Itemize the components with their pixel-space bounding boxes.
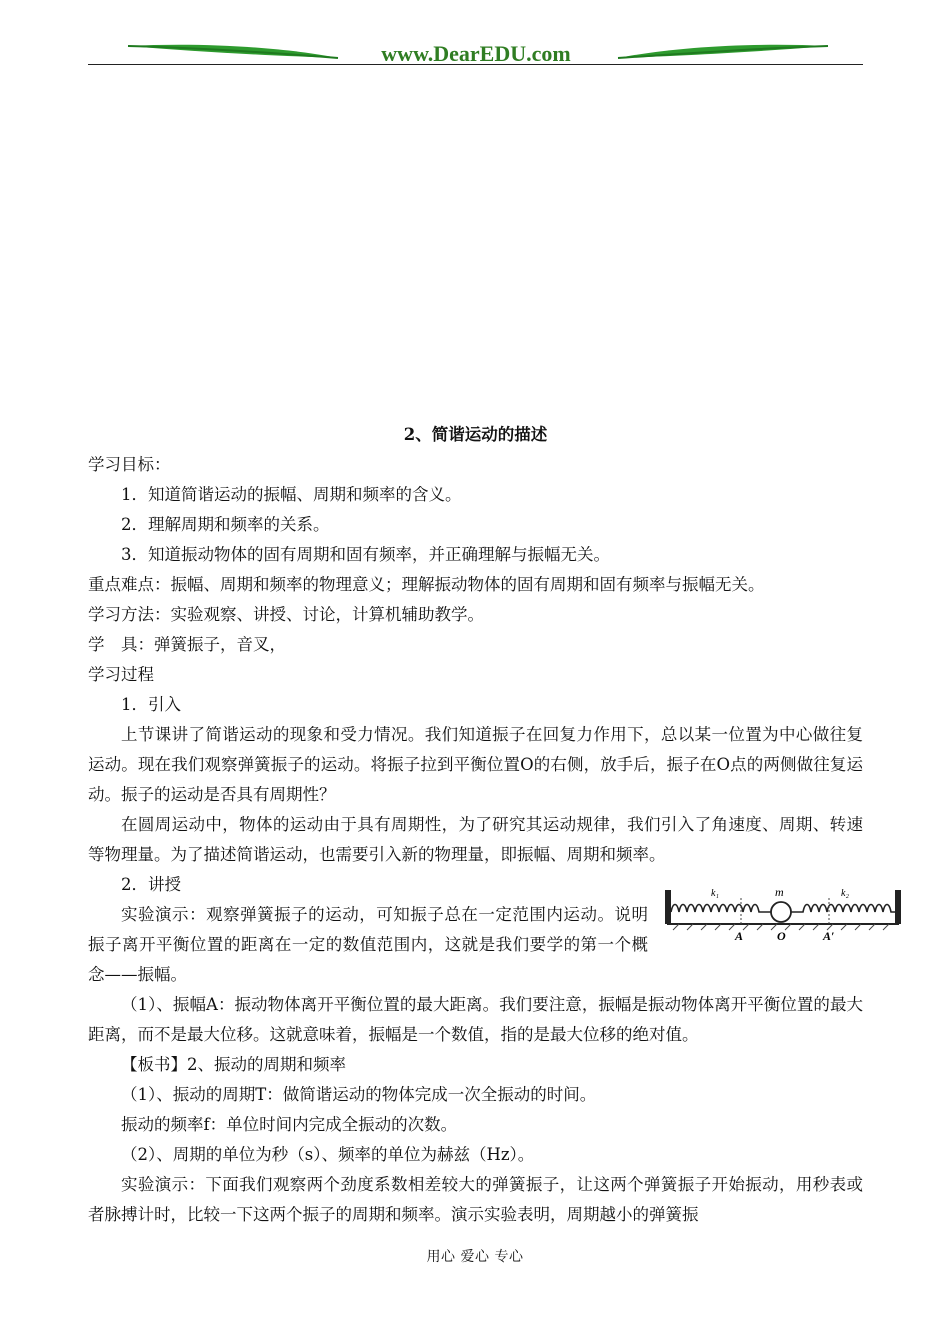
paragraph: 实验演示：下面我们观察两个劲度系数相差较大的弹簧振子，让这两个弹簧振子开始振动，用秒表或者脉搏计时，比较一下这两个振子的周期和频率。演示实验表明，周期越小的弹簧振: [88, 1175, 863, 1224]
label-k2: k₂: [841, 888, 849, 899]
document-body: [88, 420, 863, 1230]
paragraph: （1）、振幅A：振动物体离开平衡位置的最大距离。我们要注意，振幅是振动物体离开平衡位置的最大距离，而不是最大位移。这就意味着，振幅是一个数值，指的是最大位移的绝对值。: [88, 995, 863, 1044]
spring-k2: [791, 905, 895, 913]
paragraph: 实验演示：观察弹簧振子的运动，可知振子总在一定范围内运动。说明振子离开平衡位置的距离在一定的数值范围内，这就是我们要学的第一个概念——振幅。: [88, 905, 648, 984]
objective-item: 2．理解周期和频率的关系。: [121, 515, 330, 534]
units-note: （2）、周期的单位为秒（s）、频率的单位为赫兹（Hz）。: [121, 1145, 535, 1164]
header-divider: [88, 64, 863, 65]
left-wall: [665, 890, 671, 924]
site-logo-text: www.DearEDU.com: [381, 41, 571, 66]
spring-k1: [671, 905, 771, 913]
objective-item: 3．知道振动物体的固有周期和固有频率，并正确理解与振幅无关。: [121, 545, 610, 564]
section-heading: 1．引入: [121, 695, 181, 714]
learning-tools: 学 具：弹簧振子，音叉，: [88, 635, 286, 654]
right-wall: [895, 890, 901, 924]
label-O: O: [777, 929, 786, 942]
process-heading: 学习过程: [88, 665, 154, 684]
mass-ball: [771, 902, 791, 922]
objective-item: 1．知道简谐运动的振幅、周期和频率的含义。: [121, 485, 462, 504]
learning-method: 学习方法：实验观察、讲授、讨论，计算机辅助教学。: [88, 605, 484, 624]
section-heading: 2．讲授: [121, 875, 181, 894]
label-A: A: [735, 929, 744, 942]
spring-oscillator-figure: [663, 878, 903, 942]
page-title: 2、简谐运动的描述: [403, 425, 548, 444]
spring-oscillator-section: [88, 870, 863, 990]
page-footer: 用心 爱心 专心: [426, 1249, 524, 1265]
key-points: 重点难点：振幅、周期和频率的物理意义；理解振动物体的固有周期和固有频率与振幅无关。: [88, 575, 765, 594]
label-m: m: [775, 885, 784, 899]
paragraph: 上节课讲了简谐运动的现象和受力情况。我们知道振子在回复力作用下，总以某一位置为中心做往复运动。现在我们观察弹簧振子的运动。将振子拉到平衡位置O的右侧，放手后，振子在O点的两侧做往复运动。振子的运动是否具有周期性？: [88, 725, 863, 804]
frequency-definition: 振动的频率f：单位时间内完成全振动的次数。: [121, 1115, 458, 1134]
objectives-heading: 学习目标：: [88, 455, 171, 474]
paragraph: 在圆周运动中，物体的运动由于具有周期性，为了研究其运动规律，我们引入了角速度、周期、转速等物理量。为了描述简谐运动，也需要引入新的物理量，即振幅、周期和频率。: [88, 815, 863, 864]
board-note: 【板书】2、振动的周期和频率: [121, 1055, 346, 1074]
label-k1: k₁: [711, 888, 719, 899]
label-A-prime: A′: [823, 929, 835, 942]
period-definition: （1）、振动的周期T：做简谐运动的物体完成一次全振动的时间。: [121, 1085, 597, 1104]
